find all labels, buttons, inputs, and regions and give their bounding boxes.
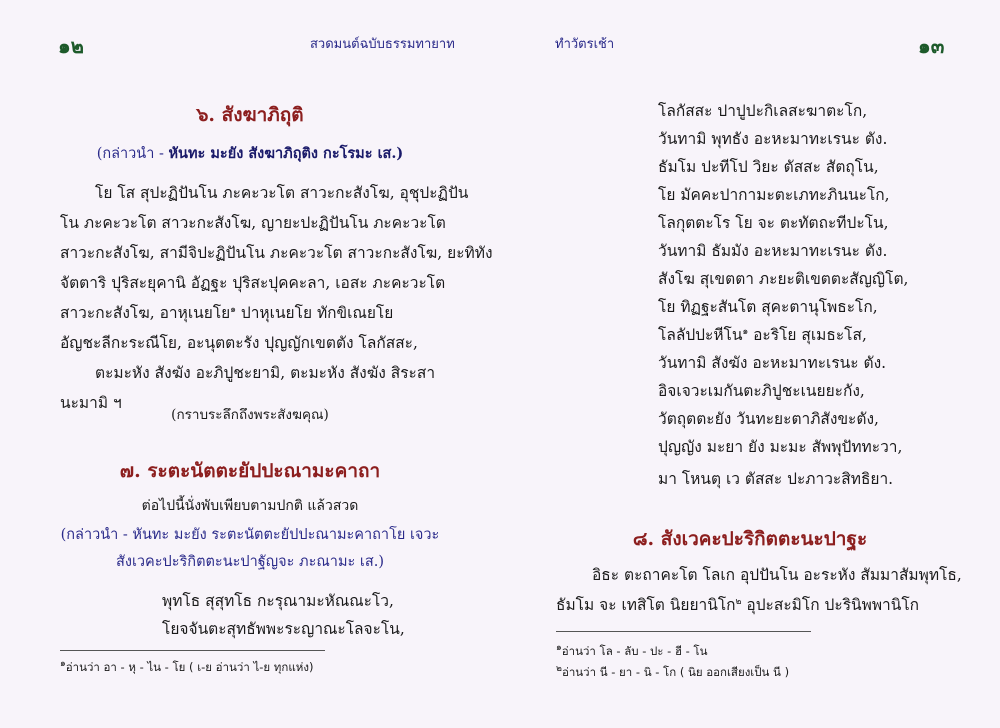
footnote-marker: ๑ <box>742 326 749 337</box>
section7-verse: โยจจันตะสุทธัพพะระญาณะโลจะโน, <box>162 620 405 638</box>
instruction-main: หันทะ มะยัง สังฆาภิถุติง กะโรมะ เส.) <box>168 145 404 162</box>
verse-line: วันทามิ สังฆัง อะหะมาทะเรนะ ตัง. <box>658 354 887 372</box>
verse-line <box>658 322 867 347</box>
verse-line: วัตถุตตะยัง วันทะยะตาภิสังขะตัง, <box>658 410 879 428</box>
line-text: สาวะกะสังโฆ, อาหุเนยโย <box>60 304 231 322</box>
section7-title: ๗. ระตะนัตตะยัปปะณามะคาถา <box>119 460 381 482</box>
section6-line: นะมามิ ฯ <box>60 394 122 412</box>
right-page-number: ๑๓ <box>918 34 945 58</box>
section6-line: โน ภะคะวะโต สาวะกะสังโฆ, ญายะปะฏิปันโน ภะคะวะโต <box>60 214 446 232</box>
verse-line: วันทามิ ธัมมัง อะหะมาทะเรนะ ตัง. <box>658 242 888 260</box>
left-running-header: สวดมนต์ฉบับธรรมทายาท <box>310 37 455 52</box>
footnote-text: อ่านว่า อา - หุ - ไน - โย ( เ-ย อ่านว่า ไ-ย ทุกแห่ง) <box>65 659 314 674</box>
section6-instruction <box>60 142 440 165</box>
verse-line: วันทามิ พุทธัง อะหะมาทะเรนะ ตัง. <box>658 130 888 148</box>
verse-line: โลกุตตะโร โย จะ ตะทัตถะทีปะโน, <box>658 214 889 232</box>
section6-title: ๖. สังฆาภิถุติ <box>196 104 304 126</box>
footnote <box>556 661 789 682</box>
line-text: อุปะสะมิโก ปะรินิพพานิโก <box>741 596 920 614</box>
line-text: ปาหุเนยโย ทักขิเณยโย <box>235 304 394 322</box>
footnote-marker: ๑ <box>556 643 562 653</box>
instruction-prefix: (กล่าวนำ - <box>96 146 169 162</box>
verse-line: อิจเจวะเมกันตะภิปูชะเนยยะกัง, <box>658 382 865 400</box>
left-page-number: ๑๒ <box>58 34 84 58</box>
section6-line: สาวะกะสังโฆ, สามีจิปะฏิปันโน ภะคะวะโต สาวะกะสังโฆ, ยะทิทัง <box>60 244 493 262</box>
section6-line: จัตตาริ ปุริสะยุคานิ อัฏฐะ ปุริสะปุคคะลา, เอสะ ภะคะวะโต <box>60 274 446 292</box>
verse-line: สังโฆ สุเขตตา ภะยะติเขตตะสัญญิโต, <box>658 270 909 288</box>
instruction-main: หันทะ มะยัง ระตะนัตตะยัปปะณามะคาถาโย เจวะ <box>132 527 440 543</box>
right-page <box>500 0 1000 728</box>
footnote-marker: ๑ <box>60 659 66 669</box>
verse-line: ธัมโม ปะทีโป วิยะ ตัสสะ สัตถุโน, <box>658 158 879 176</box>
section7-note: ต่อไปนี้นั่งพับเพียบตามปกติ แล้วสวด <box>141 498 359 514</box>
verse-line: โลกัสสะ ปาปูปะกิเลสะฆาตะโก, <box>658 102 868 120</box>
verse-line: ปุญญัง มะยา ยัง มะมะ สัพพุปัททะวา, <box>658 438 903 456</box>
line-text: อะริโย สุเมธะโส, <box>748 326 867 344</box>
footnote <box>60 656 313 677</box>
footnote-text: อ่านว่า โล - ลับ - ปะ - ฮี - โน <box>561 643 708 658</box>
footnote <box>556 640 707 661</box>
section6-closing: (กราบระลึกถึงพระสังฆคุณ) <box>171 407 329 423</box>
footnote-divider <box>556 631 811 632</box>
right-running-header: ทำวัตรเช้า <box>555 37 615 52</box>
footnote-marker: ๒ <box>556 664 562 674</box>
section6-line: อัญชะลีกะระณีโย, อะนุตตะรัง ปุญญักเขตตัง โลกัสสะ, <box>60 334 418 352</box>
section8-title: ๘. สังเวคะปะริกิตตะนะปาฐะ <box>632 528 868 550</box>
line-text: โลลัปปะหีโน <box>658 326 743 344</box>
footnote-marker: ๑ <box>230 304 236 315</box>
verse-line: มา โหนตุ เว ตัสสะ ปะภาวะสิทธิยา. <box>658 470 894 488</box>
section8-line: อิธะ ตะถาคะโต โลเก อุปปันโน อะระหัง สัมมาสัมพุทโธ, <box>592 566 962 584</box>
instruction-prefix: (กล่าวนำ - <box>60 527 133 543</box>
verse-line: โย ทิฏฐะสันโต สุคะตานุโพธะโก, <box>658 298 878 316</box>
footnote-text: อ่านว่า นี - ยา - นิ - โก ( นิย ออกเสียงเป็น นี ) <box>561 664 790 679</box>
section8-line <box>556 592 919 617</box>
footnote-divider <box>60 650 325 651</box>
line-text: ธัมโม จะ เทสิโต นิยยานิโก <box>556 596 736 614</box>
section7-instruction-line1 <box>60 523 440 546</box>
section7-instruction-line2: สังเวคะปะริกิตตะนะปาฐัญจะ ภะณามะ เส.) <box>116 554 384 570</box>
section7-verse: พุทโธ สุสุทโธ กะรุณามะหัณณะโว, <box>162 592 394 610</box>
footnote-marker: ๒ <box>735 596 742 607</box>
section6-line: ตะมะหัง สังฆัง อะภิปูชะยามิ, ตะมะหัง สังฆัง สิระสา <box>95 364 436 382</box>
verse-line: โย มัคคะปากามะตะเภทะภินนะโก, <box>658 186 890 204</box>
section6-line: โย โส สุปะฏิปันโน ภะคะวะโต สาวะกะสังโฆ, อุชุปะฏิปัน <box>95 184 469 202</box>
section6-line <box>60 300 393 325</box>
